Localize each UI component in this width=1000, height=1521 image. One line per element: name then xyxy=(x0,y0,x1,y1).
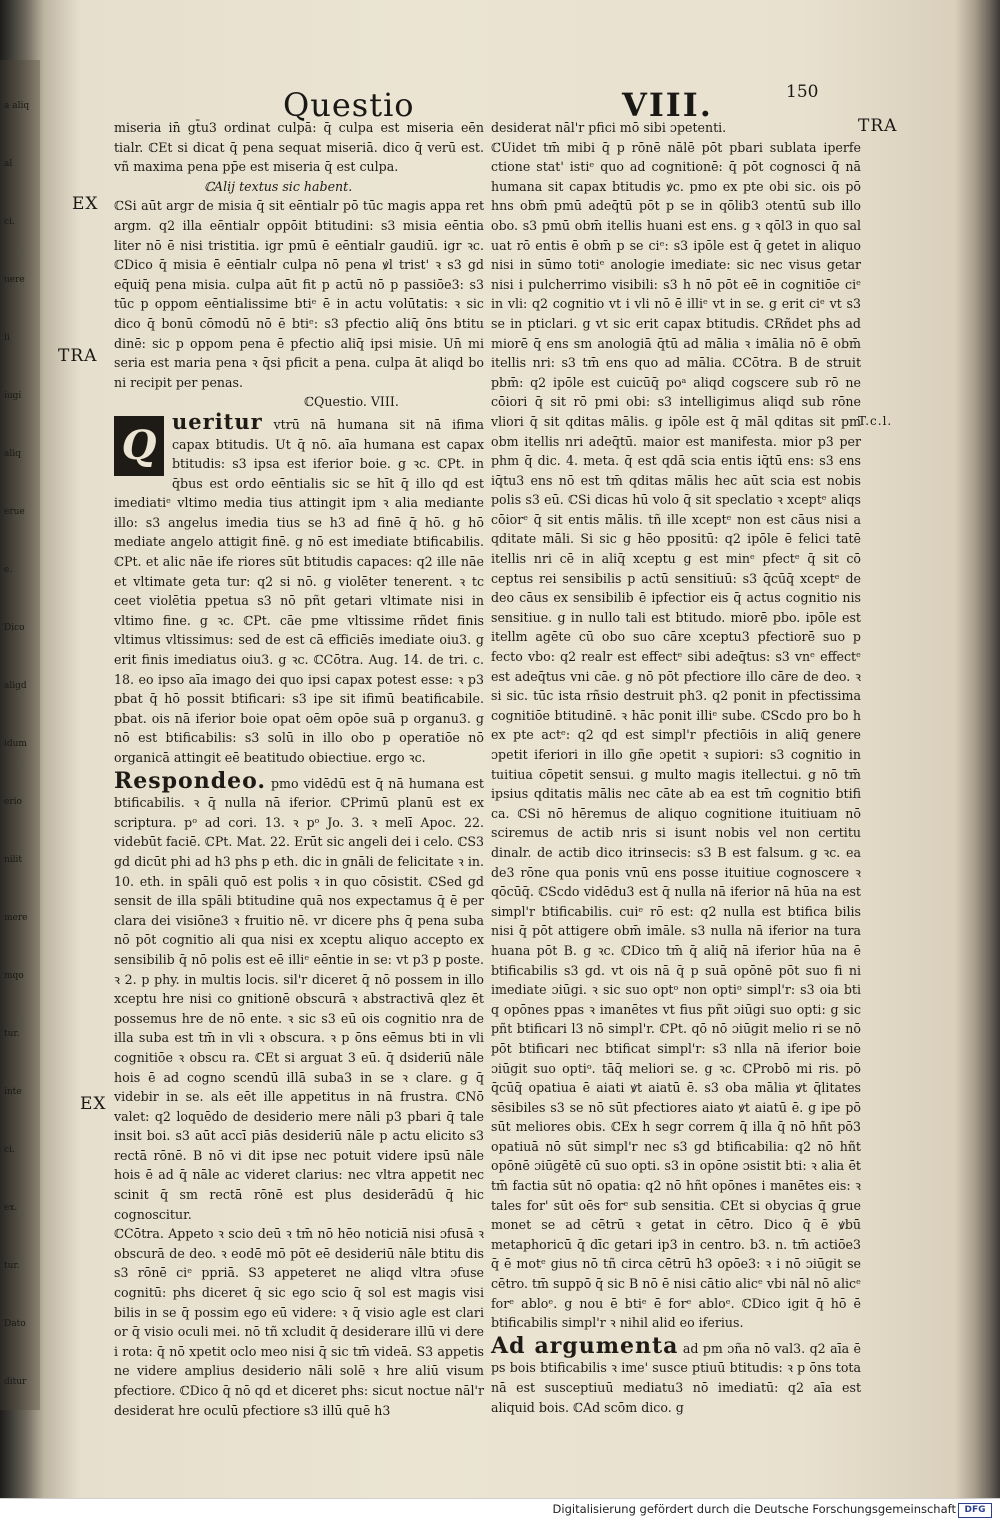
facing-page-fragment: inte xyxy=(4,1087,22,1097)
paragraph: desiderat nāl'r pfici mō sibi ɔpetenti. xyxy=(491,120,727,135)
facing-page-fragment: li xyxy=(4,333,10,343)
facing-page-fragment: ci. xyxy=(4,1145,15,1155)
margin-note-tra-left: TRA xyxy=(58,346,98,366)
margin-note-tcl: T.c.l. xyxy=(858,414,893,428)
funding-credit: Digitalisierung gefördert durch die Deutsche Forschungsgemeinschaft xyxy=(552,1502,956,1516)
facing-page-fragment: nilit xyxy=(4,855,23,865)
opening-word: ueritur xyxy=(172,408,263,434)
respondeo-heading: Respondeo. xyxy=(114,767,267,794)
margin-note-ex-2: EX xyxy=(80,1094,107,1114)
facing-page-fragment: mqo xyxy=(4,971,24,981)
ad-argumenta-heading: Ad argumenta xyxy=(491,1332,679,1359)
facing-page-fragment: tur. xyxy=(4,1029,20,1039)
paragraph: ℂCōtra. Appeto ꝛ scio deū ꝛ tm̄ nō hēo noticiā nisi ɔfusā ꝛ obscurā de deo. ꝛ eodē mō pōt eē desideriū nāle btitu dis s3 rōnē ciᵉ ppriā. S3 appeteret ne aliqd vltra ɔfuse cognitū: phs diceret q̄ sic ego scio q̄ sol est magis visi bilis in se q̄ possim ego eū videre: ꝛ q̄ visio agle est clari or q̄ visio oculi mei. nō tñ xcludit q̄ desiderare illū vi dere i rota: q̄ nō xpetit oclo meo nisi q̄ sic tm̄ videā. S3 appetis ne videre amplius desiderio nāli solē ꝛ hre aliū visum pfectiore. ℂDico q̄ nō qd et diceret phs: sicut noctue nāl'r desiderat hre oculū pfectiore s3 illū quē h3 xyxy=(114,1226,484,1418)
folio-number: 150 xyxy=(786,82,819,102)
facing-page-fragment: idum xyxy=(4,739,27,749)
right-text-column xyxy=(491,118,861,1417)
book-page xyxy=(40,0,960,1498)
facing-page-fragment: a aliq xyxy=(4,101,30,111)
facing-page-fragment: iugi xyxy=(4,391,22,401)
subheading-alij-textus: ℂAlij textus sic habent. xyxy=(204,178,353,194)
facing-page-fragment: erue xyxy=(4,507,25,517)
paragraph: pmo vidēdū est q̄ nā humana est btificabilis. ꝛ q̄ nulla nā iferior. ℂPrimū planū est ex scriptura. pᵒ ad cori. 13. ꝛ pᵒ Jo. 3. ꝛ melī Apoc. 22. videbūt faciē. ℂPt. Mat. 22. Erūt sic angeli dei i celo. ℂS3 gd dicūt phi ad h3 phs p eth. dic in gnāli de felicitate ꝛ in. 10. eth. in spāli quō est polis ꝛ in quo cōsistit. ℂSed gd sensit de illa spāli btitudine quā nos expectamus q̄ ē per clara dei visiōne3 ꝛ fruitio nē. vr dicere phs q̄ pena suba nō pōt cognitio ali qua nisi ex xceptu aliquo accepto ex sensibilib q̄ nō polis est eē illiᵉ eēntie in se: vt p3 p poste. ꝛ 2. p phy. in multis locis. sil'r diceret q̄ nō possem in illo xceptu hre nisi co gnitionē obscurā ꝛ abstractivā qlez ēt possemus hre de nō ente. ꝛ sic s3 eū ois cognitio nra de illa suba est tm̄ in vli ꝛ obscura. ꝛ p ōns eēmus bti in vli cognitiōe ꝛ obscu ra. ℂEt si arguat 3 eū. q̄ dsideriū nāle hois ē ad cogno scendū illā suba3 in se ꝛ clare. g q̄ videbir in se. als eēt ille appetitus in nā frustra. ℂNō valet: q2 loquēdo de desiderio mere nāli p3 pbari q̄ tale insit boi. s3 aūt accī piās desideriū nāle p actu elicito s3 rectā rōnē. B nō vi dit ipse nec potuit videre ipsū nāle hois ē ad q̄ nāle ac videret clarius: nec vltra appetit nec scinit q̄ sm rectā rōnē est plus desiderādū q̄ hic cognoscitur. xyxy=(114,775,484,1222)
facing-page-fragment: erio xyxy=(4,797,22,807)
facing-page-fragment: uere xyxy=(4,275,25,285)
decorated-initial: Q xyxy=(114,416,164,476)
facing-page-fragment: tur. xyxy=(4,1261,20,1271)
margin-note-ex-1: EX xyxy=(72,194,99,214)
paragraph: ad pm ɔña nō val3. q2 aīa ē ps bois btificabilis ꝛ ime' susce ptiuū btitudis: ꝛ p ōns tota nā est susceptiuū mediatu3 nō imediatū: q2 aīa est aliquid bois. ℂAd scōm dico. g xyxy=(491,1340,861,1415)
margin-note-tra-top: TRA xyxy=(858,116,898,136)
facing-page-fragment: ditur xyxy=(4,1377,27,1387)
paragraph: ℂSi aūt argr de misia q̄ sit eēntialr pō tūc magis appa ret argm. q2 illa eēntialr oppōit btitudini: s3 misia eēntia liter nō ē nisi tristitia. igr pmū ē eēntialr gaudiū. igr ꝛc. ℂDico q̄ misia ē eēntialr culpa nō pena ꝟl trist' ꝛ s3 gd eq̄uiq̄ pena misia. culpa aūt fit p actū nō p passiōe3: s3 tūc p oppom eēntialissime btiᵉ ē in actu volūtatis: ꝛ sic dico q̄ bonū cōmodū nō ē btiᵉ: s3 pfectio aliq̄ ōns btitu dinē: sic p oppom pena ē pfectio aliq̄ ipsi misie. Un̄ mi seria est maria pena ꝛ q̄si pficit a pena. culpa āt aliqd bo ni recipit per penas. xyxy=(114,198,484,390)
facing-page-fragment: aliq xyxy=(4,449,21,459)
left-text-column xyxy=(114,118,484,1420)
facing-page-fragment: e. xyxy=(4,565,13,575)
paragraph: vtrū nā humana sit nā ifima capax btitudis. Ut q̄ nō. aīa humana est capax btitudis: s3 ipsa est iferior boie. g ꝛc. ℂPt. in q̄bus est ordo eēntialis sic se hīt q̄ illo qd est imediatiᵉ vltimo media tius attingit ipm ꝛ alia mediante illo: s3 angelus imedia tius se h3 ad finē q̄ hō. g hō mediate angelo attigit finē. g nō est imediate btificabilis. ℂPt. et alic nāe ife riores sūt btitudis capaces: q2 ille nāe et vltimate geta tur: q2 si nō. g violēter tenerent. ꝛ tc ceet violētia ppetua s3 nō pñt getari vltimate nisi in vltimo fine. g ꝛc. ℂPt. cāe pme vltissime rñdet finis vltimus vltissimus: sed de est cā efficiēs imediate oiu3. g erit finis imediatus oiu3. g ꝛc. ℂCōtra. Aug. 14. de tri. c. 18. eo ipso aīa imago dei quo ipsi capax potest esse: ꝛ p3 pbat q̄ hō possit btificari: s3 ipe sit ifimū beatificabile. pbat. ois nā iferior boie opat oēm opōe suā p organu3. g nō est btificabilis: s3 solū in illo obo p operatiōe nō organicā attingit eē beatitudo obiectiue. ergo ꝛc. xyxy=(114,416,484,765)
facing-page-fragment: ex. xyxy=(4,1203,18,1213)
paragraph: miseria in̄ gt̄u3 ordinat culpā: q̄ culpa est miseria eēn tialr. ℂEt si dicat q̄ pena sequat miseriā. dico q̄ verū est. vñ maxima pena pp̄e est miseria q̄ est culpa. xyxy=(114,120,484,175)
facing-page-fragment: ci. xyxy=(4,217,15,227)
facing-page-fragment: mere xyxy=(4,913,28,923)
facing-page-fragment: al xyxy=(4,159,13,169)
facing-page-fragment: Dato xyxy=(4,1319,26,1329)
footer-bar xyxy=(0,1498,1000,1521)
question-heading: ℂQuestio. VIII. xyxy=(304,394,399,410)
facing-page-fragment: Dico xyxy=(4,623,25,633)
facing-page-fragment: aligd xyxy=(4,681,27,691)
running-head-questio: Questio xyxy=(283,86,415,124)
running-head-number: VIII. xyxy=(622,86,713,124)
dfg-logo: DFG xyxy=(958,1503,992,1518)
paragraph: ℂUidet tm̄ mibi q̄ p rōnē nālē pōt pbari sublata iperfe ctione stat' istiᵉ quo ad cognitionē: q̄ pōt cognosci q̄ nā humana sit capax btitudis ꝟc. pmo ex pte obi sic. ois pō hns obm̄ pmū adeq̄tū pōt p se in qōlib3 ɔtentū sub illo obo. s3 pmū obm̄ itellis huani est ens. g ꝛ qōl3 in quo sal uat rō entis ē obm̄ p se ciᵉ: s3 ipōle est q̄ getet in aliquo nisi in sūmo totiᵉ anologie imediate: sic nec visus getar nisi i pulcherrimo visibili: s3 h nō pōt eē in cognitiōe ciᵉ in vli: q2 cognitio vt i vli nō ē illiᵉ vt in se. g erit ciᵉ vt s3 se in pticlari. g vt sic erit capax btitudis. ℂRñdet phs ad miorē q̄ ens sm anologiā q̄tū ad mālia ꝛ imālia nō ē obm̄ itellis nri: s3 tm̄ ens quo ad mālia. ℂCōtra. B de struit pbm̄: q2 ipōle est cuicūq̄ poᵃ aliqd cogscere sub rō ne cōiori q̄ sit rō pmi obi: s3 intelligimus aliqd sub rōne vliori q̄ sit qditas mālis. g ipōle est q̄ māl qditas sit pm obm itellis nri adeq̄tū. maior est manifesta. mior p3 per phm q̄ dic. 4. meta. q̄ est qdā scia entis iq̄tū ens: s3 ens iq̄tu3 ens nō est tm̄ qditas mālis hec aūt scia est nobis polis s3 eū. ℂSi dicas hū volo q̄ sit speclatio ꝛ xceptᵉ aliqs cōiorᵉ q̄ sit entis mālis. tñ ille xceptᵉ non est cāus nisi a qditate māli. Si sic g hēo ppositū: q2 ipōle ē felici tatē itellis nri cē in aliq̄ xceptu g est minᵉ pfectᵉ q̄ sit cō ceptus rei sensibilis p actū sensitiuū: s3 q̄cūq̄ xceptᵉ de deo cāus ex sensibilib ē ipfectior eis q̄ actus cognitio nis sensitiue. g in nullo tali est btitudo. miorē pbo. ipōle est itellm agēte cū obo suo cāre xceptu3 pfectiorē suo p fecto vbo: q2 realr est effectᵉ sibi adeq̄tus: s3 vnᵉ effectᵉ est adeq̄tus vni cāe. g nō pōt pfectiore illo cāre de deo. ꝛ si sic. tūc ista rñsio destruit ph3. q2 ponit in pfectissima cognitiōe btitudinē. ꝛ hāc ponit illiᵉ sube. ℂScdo pro bo h ex pte actᵉ: q2 qd est simpl'r pfectiōis in aliq̄ genere ɔpetit iferiori in illo gñe ɔpetit ꝛ supiori: s3 cognitio in tuitiua cōpetit sensui. g multo magis itellectui. g nō tm̄ ipsius qditatis mālis nec cāte ab ea est tm̄ cognitio btifi ca. ℂSi nō hēremus de aliquo cognitione ituitiuam nō sciremus de actib nris si isunt nobis vel non certitu dinalr. de actib dico itrinsecis: s3 B est falsum. g ꝛc. ea de3 rōne qua ponis vnū ens posse ituitiue cognoscere ꝛ qōcūq̄. ℂScdo vidēdu3 est q̄ nulla nā iferior nā hūa na est simpl'r btificabilis. cuiᵉ rō est: q2 nulla est btifica bilis nisi q̄ pōt attigere obm̄ imāle. s3 nulla nā iferior na tura huana pōt B. g ꝛc. ℂDico tm̄ q̄ aliq̄ nā iferior hūa na ē btificabilis s3 gd. vt ois nā q̄ p suā opōnē pōt suo fi ni imediate ɔiūgi. ꝛ sic suo optᵒ non optiᵒ simpl'r: s3 oia bti q opōnes ppas ꝛ imanētes vt fius pñt ɔiūgi suo opti: g sic pñt btificari l3 nō simpl'r. ℂPt. qō nō ɔiūgit melio ri se nō pōt btificari nec btificat simpl'r: s3 nlla nā iferior boie ɔiūgit suo optiᵒ. tāq̄ meliori se. g ꝛc. ℂProbō mi ris. pō q̄cūq̄ opatiua ē aiati ꝟt aiatū ē. s3 oba mālia ꝟt q̄litates sēsibiles s3 se nō sūt pfectiores aiato ꝟt aiatū ē. g ipe pō sūt meliores obis. ℂEx h segr correm q̄ illa q̄ nō hñt pō3 opatiuā nō sūt simpl'r nec s3 gd btificabilia: q2 nō hñt opōnē ɔiūgētē cū suo opti. s3 in opōne ɔsistit bti: ꝛ alia ēt tm̄ factia sūt nō opatia: q2 nō hñt opōnes i manētes eis: ꝛ tales for' sūt oēs forᵉ sub sensitia. ℂEt si obycias q̄ grue monet se ad cētrū ꝛ getat in cētro. Dico q̄ ē ꝟbū metaphoricū q̄ dīc getari ip3 in centro. b3. n. tm̄ actiōe3 q̄ ē motᵉ gius nō tñ circa cētrū h3 opōe3: ꝛ i nō ɔiūgit se cētro. tm̄ suppō q̄ sic B nō ē nisi cātio alicᵉ vbi nāl nō alicᵉ forᵉ abloᵉ. g nou ē btiᵉ ē forᵉ abloᵉ. ℂDico igit q̄ hō ē btificabilis simpl'r ꝛ nihil alid eo iferius. xyxy=(491,139,861,1331)
facing-page-edge xyxy=(0,60,40,1410)
